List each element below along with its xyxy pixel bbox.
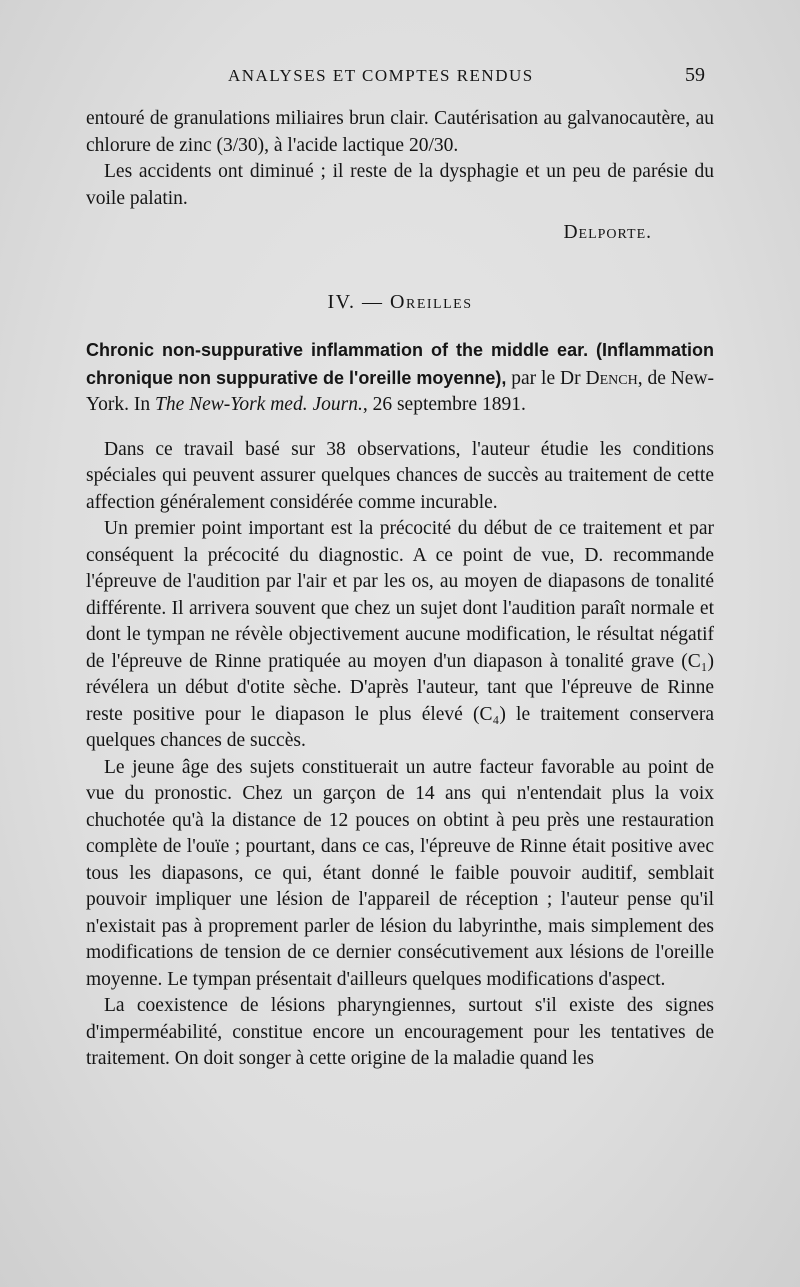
body-paragraph: Le jeune âge des sujets constituerait un autre facteur favorable au point de vue du pronostic. Chez un garçon de 14 ans qui n'entendait plus la voix chuchotée qu'à la distance de 12 pouces on obtint à peu près une restauration complète de l'ouïe ; pourtant, dans ce cas, l'épreuve de Rinne était positive avec tous les diapasons, ce qui, étant donné le faible pouvoir auditif, semblait pouvoir impliquer une lésion de l'appareil de réception ; l'auteur pense qu'il n'existait pas à proprement parler de lésion du labyrinthe, mais simplement des modifications de tension de ce dernier consécutivement aux lésions de l'oreille moyenne. Le tympan présentait d'ailleurs quelques modifications d'aspect. bbox=[86, 756, 714, 990]
author-prefix: Dr bbox=[560, 367, 581, 389]
page-body bbox=[86, 106, 714, 1073]
journal-name: The New-York med. Journ. bbox=[155, 394, 363, 415]
page-number: 59 bbox=[685, 64, 705, 86]
article-by: par le bbox=[511, 367, 556, 389]
article-author: Dench bbox=[585, 367, 638, 389]
running-head: ANALYSES ET COMPTES RENDUS bbox=[228, 66, 534, 85]
section-title: IV. — Oreilles bbox=[327, 290, 473, 313]
publication-date: 26 septembre 1891. bbox=[372, 394, 526, 415]
article-reference: Chronic non-suppurative inflammation of the middle ear. (Inflammation chronique non suppurative de l'oreille moyenne), par le Dr Dench, de New-York. In The New-York med. Journ., 26 septembre 1891. bbox=[86, 340, 715, 415]
article-title-translation: (Inflammation chronique non suppurative de l'oreille moyenne), bbox=[86, 340, 714, 388]
body-paragraph: La coexistence de lésions pharyngiennes, surtout s'il existe des signes d'imperméabilité, constitue encore un encouragement pour les tentatives de traitement. On doit songer à cette origine de la maladie quand les bbox=[86, 995, 714, 1069]
continuation-paragraph: Les accidents ont diminué ; il reste de la dysphagie et un peu de parésie du voile palatin. bbox=[86, 161, 714, 209]
page-header bbox=[0, 66, 800, 94]
author-signature: Delporte. bbox=[563, 222, 652, 243]
article-title: Chronic non-suppurative inflammation of the middle ear. bbox=[86, 340, 589, 360]
body-paragraph: Un premier point important est la précocité du début de ce traitement et par conséquent la précocité du diagnostic. A ce point de vue, D. recommande l'épreuve de l'audition par l'air et par les os, au moyen de diapasons de tonalité différente. Il arrivera souvent que chez un sujet dont l'audition paraît normale et dont le tympan ne révèle objectivement aucune modification, le résultat négatif de l'épreuve de Rinne pratiquée au moyen d'un diapason à tonalité grave (C₁) révélera un début d'otite sèche. D'après l'auteur, tant que l'épreuve de Rinne reste positive pour le diapason le plus élevé (C₄) le traitement conservera quelques chances de succès. bbox=[86, 518, 714, 751]
continuation-paragraph: entouré de granulations miliaires brun clair. Cautérisation au galvanocautère, au chlorure de zinc (3/30), à l'acide lactique 20/30. bbox=[86, 108, 714, 156]
body-paragraph: Dans ce travail basé sur 38 observations, l'auteur étudie les conditions spéciales qui peuvent assurer quelques chances de succès au traitement de cette affection généralement considérée comme incurable. bbox=[86, 438, 714, 513]
article-place: , de New-York. In bbox=[86, 367, 715, 415]
